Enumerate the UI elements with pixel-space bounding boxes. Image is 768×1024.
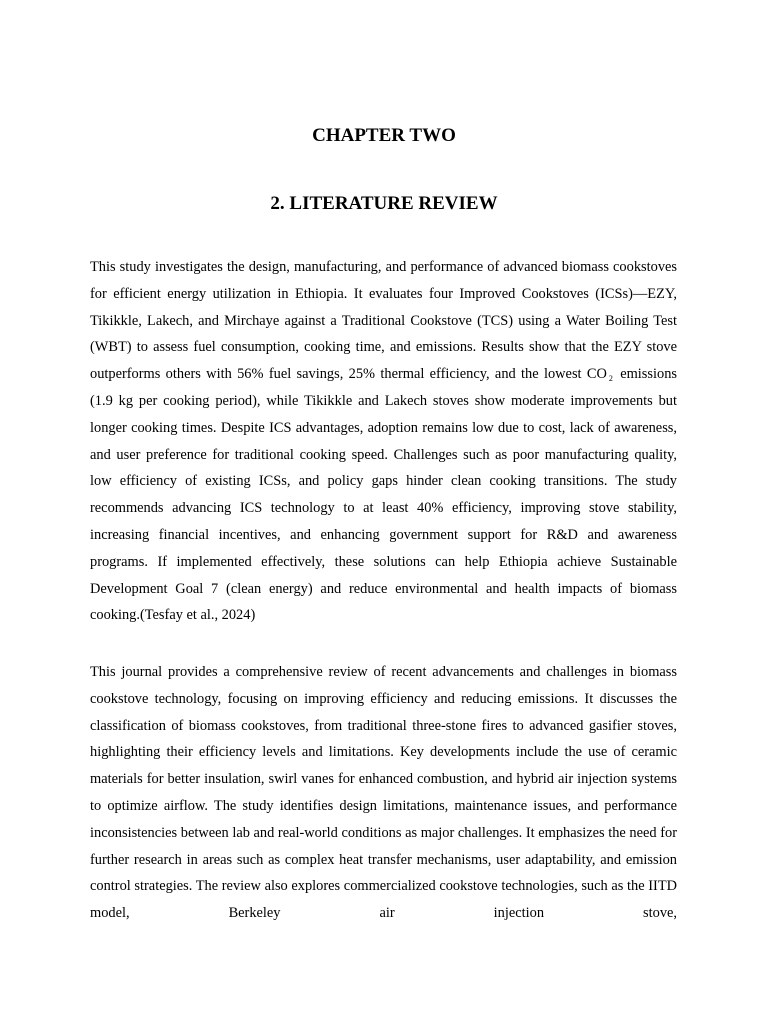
paragraph-1-text-end: emissions (1.9 kg per cooking period), while Tikikkle and Lakech stoves show moderate improvements but longer cooking times. Despite ICS advantages, adoption remains low due to cost, lack of awareness, and user preference for traditional cooking speed. Challenges such as poor manufacturing quality, low efficiency of existing ICSs, and policy gaps hinder clean cooking transitions. The study recommends advancing ICS technology to at least 40% efficiency, improving stove stability, increasing financial incentives, and enhancing government support for R&D and awareness programs. If implemented effectively, these solutions can help Ethiopia achieve Sustainable Development Goal 7 (clean energy) and reduce environmental and health impacts of biomass cooking.(Tesfay et al., 2024) — [90, 366, 677, 624]
section-heading: 2. LITERATURE REVIEW — [270, 193, 498, 214]
paragraph-1-text-start: This study investigates the design, manufacturing, and performance of advanced biomass cookstoves for efficient energy utilization in Ethiopia. It evaluates four Improved Cookstoves (ICSs)—EZY, Tikikkle, Lakech, and Mirchaye against a Traditional Cookstove (TCS) using a Water Boiling Test (WBT) to assess fuel consumption, cooking time, and emissions. Results show that the EZY stove outperforms others with 56% fuel savings, 25% thermal efficiency, and the lowest CO — [90, 259, 677, 383]
co2-subscript: 2 — [608, 374, 613, 384]
chapter-heading: CHAPTER TWO — [312, 125, 456, 146]
paragraph-1 — [90, 254, 677, 629]
paragraph-2: This journal provides a comprehensive review of recent advancements and challenges in biomass cookstove technology, focusing on improving efficiency and reducing emissions. It discusses the classification of biomass cookstoves, from traditional three-stone fires to advanced gasifier stoves, highlighting their efficiency levels and limitations. Key developments include the use of ceramic materials for better insulation, swirl vanes for enhanced combustion, and hybrid air injection systems to optimize airflow. The study identifies design limitations, maintenance issues, and performance inconsistencies between lab and real-world conditions as major challenges. It emphasizes the need for further research in areas such as complex heat transfer mechanisms, user adaptability, and emission control strategies. The review also explores commercialized cookstove technologies, such as the IITD model, Berkeley air injection stove, — [90, 664, 677, 922]
